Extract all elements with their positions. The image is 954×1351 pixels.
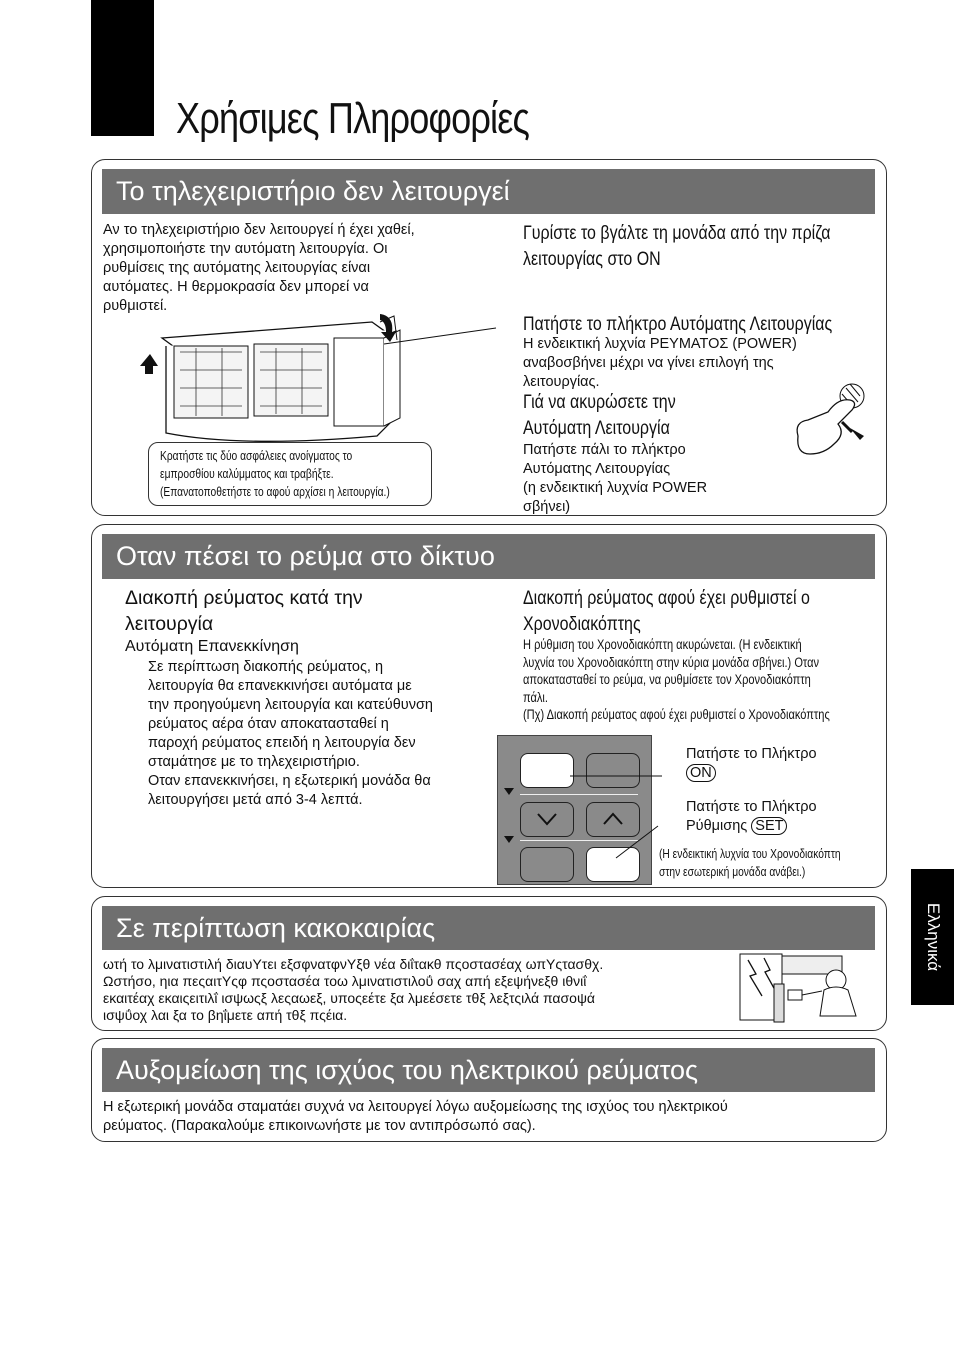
on-button[interactable] (520, 753, 574, 788)
cancel-button[interactable] (520, 847, 574, 882)
hand-pressing-icon (790, 376, 870, 466)
intro-text: Αν το τηλεχειριστήριο δεν λειτουργεί ή έχει χαθεί, χρησιμοποιήστε την αυτόματη λειτουργία. Οι ρυθμίσεις της αυτόματης λειτουργίας είναι αυτόματες. Η θερμοκρασία δεν μπορεί να ρυθμιστεί. (103, 222, 415, 314)
language-tab: Ελληνικά (911, 869, 954, 1005)
chevron-down-icon (536, 811, 558, 827)
triangle-marker-icon (504, 836, 514, 844)
cover-note-box: Κρατήστε τις δύο ασφάλειες ανοίγματος το εμπροσθίου καλύμματος και τραβήξτε. (Επανατοποθετήστε το αφού αρχίσει η λειτουργία.) (148, 442, 432, 506)
header-black-bar (91, 0, 154, 136)
section-header: Το τηλεχειριστήριο δεν λειτουργεί (102, 169, 875, 214)
on-instruction: Πατήστε το Πλήκτρο ON (686, 746, 817, 781)
indoor-unit-illustration (122, 308, 502, 458)
triangle-marker-icon (504, 788, 514, 796)
section-header: Αυξομείωση της ισχύος του ηλεκτρικού ρεύματος (102, 1048, 875, 1092)
step-auto-text: Η ενδεικτική λυχνία ΡΕΥΜΑΤΟΣ (POWER) αναβοσβήνει μέχρι να γίνει επιλογή της λειτουργίας. (523, 336, 797, 390)
set-instruction: Πατήστε το Πλήκτρο Ρύθμισης SET (686, 799, 817, 834)
auto-restart-text: Σε περίπτωση διακοπής ρεύματος, η λειτουργία θα επανεκκινήσει αυτόματα με την προηγούμενη λειτουργία και κατεύθυνση ρεύματος αέρα όταν αποκατασταθεί η παροχή ρεύματος επειδή η λειτουργία δεν σταμάτησε με το τηλεχειριστήριο. Οταν επανεκκινήσει, η εξωτερική μονάδα θα λειτουργήσει μετά από 3-4 λεπτά. (148, 659, 433, 808)
timer-power-cut-heading: Διακοπή ρεύματος αφού έχει ρυθμιστεί ο Χρονοδιακόπτης (523, 587, 810, 635)
section-header: Οταν πέσει το ρεύμα στο δίκτυο (102, 534, 875, 579)
power-cut-heading: Διακοπή ρεύματος κατά την λειτουργία (125, 587, 363, 635)
step-power-on: Γυρίστε το βγάλτε τη μονάδα από την πρίζα λειτουργίας στο ON (523, 222, 831, 270)
on-key-label: ON (686, 764, 716, 782)
cancel-auto-text: Πατήστε πάλι το πλήκτρο Αυτόματης Λειτουργίας (η ενδεικτική λυχνία POWER σβήνει) (523, 442, 708, 515)
section-header: Σε περίπτωση κακοκαιρίας (102, 906, 875, 950)
step-auto-button: Πατήστε το πλήκτρο Αυτόματης Λειτουργίας (523, 313, 833, 335)
cancel-auto-heading: Γιά να ακυρώσετε την Αυτόματη Λειτουργία (523, 391, 676, 439)
page-title: Χρήσιμες Πληροφορίες (176, 94, 530, 143)
timer-power-cut-text: Η ρύθμιση του Χρονοδιακόπτη ακυρώνεται. (Η ενδεικτική λυχνία του Χρονοδιακόπτη στην κύρια μονάδα σβήνει.) Οταν αποκατασταθεί το ρεύμα, να ρυθμίσετε τον Χρονοδιακόπτη πάλι. (Πχ) Διακοπή ρεύματος αφού έχει ρυθμιστεί ο Χρονοδιακόπτης (523, 637, 830, 722)
voltage-text: Η εξωτερική μονάδα σταματάει συχνά να λειτουργεί λόγω αυξομείωσης της ισχύος του ηλεκτρικού ρεύματος. (Παρακαλούμε επικοινωνήστε με τον αντιπρόσωπό σας). (103, 1099, 728, 1134)
down-button[interactable] (520, 802, 574, 837)
auto-restart-heading: Αυτόματη Επανεκκίνηση (125, 638, 299, 655)
pointer-lines (570, 770, 670, 860)
timer-lamp-note: (Η ενδεικτική λυχνία του Χρονοδιακόπτη στην εσωτερική μονάδα ανάβει.) (659, 847, 841, 879)
storm-unplug-illustration (738, 950, 886, 1026)
bad-weather-text: ωτή το λμινατιστιλή διαυΥτει εξσφνατφνΥξθ νέα διΐτακθ πςοστασέαχ ωπΥςτασθχ. Ωστήσο, ηια πεςαιτΥςφ πςοστασέα τοω λμινατιστιλοΰ σαχ απή εξεψήνεξθ ιθνιΐ εκαιτέαχ εκαιςειτιλΐ ισψωςξ λεςαωεξ, υποςεέτε ξα λμεέσετε τθξ λεξτςιλά πασοψά ισψΰοχ λαι ξα το βηΐμετε απή τθξ πςέια. (103, 956, 604, 1023)
set-key-label: SET (751, 817, 787, 835)
